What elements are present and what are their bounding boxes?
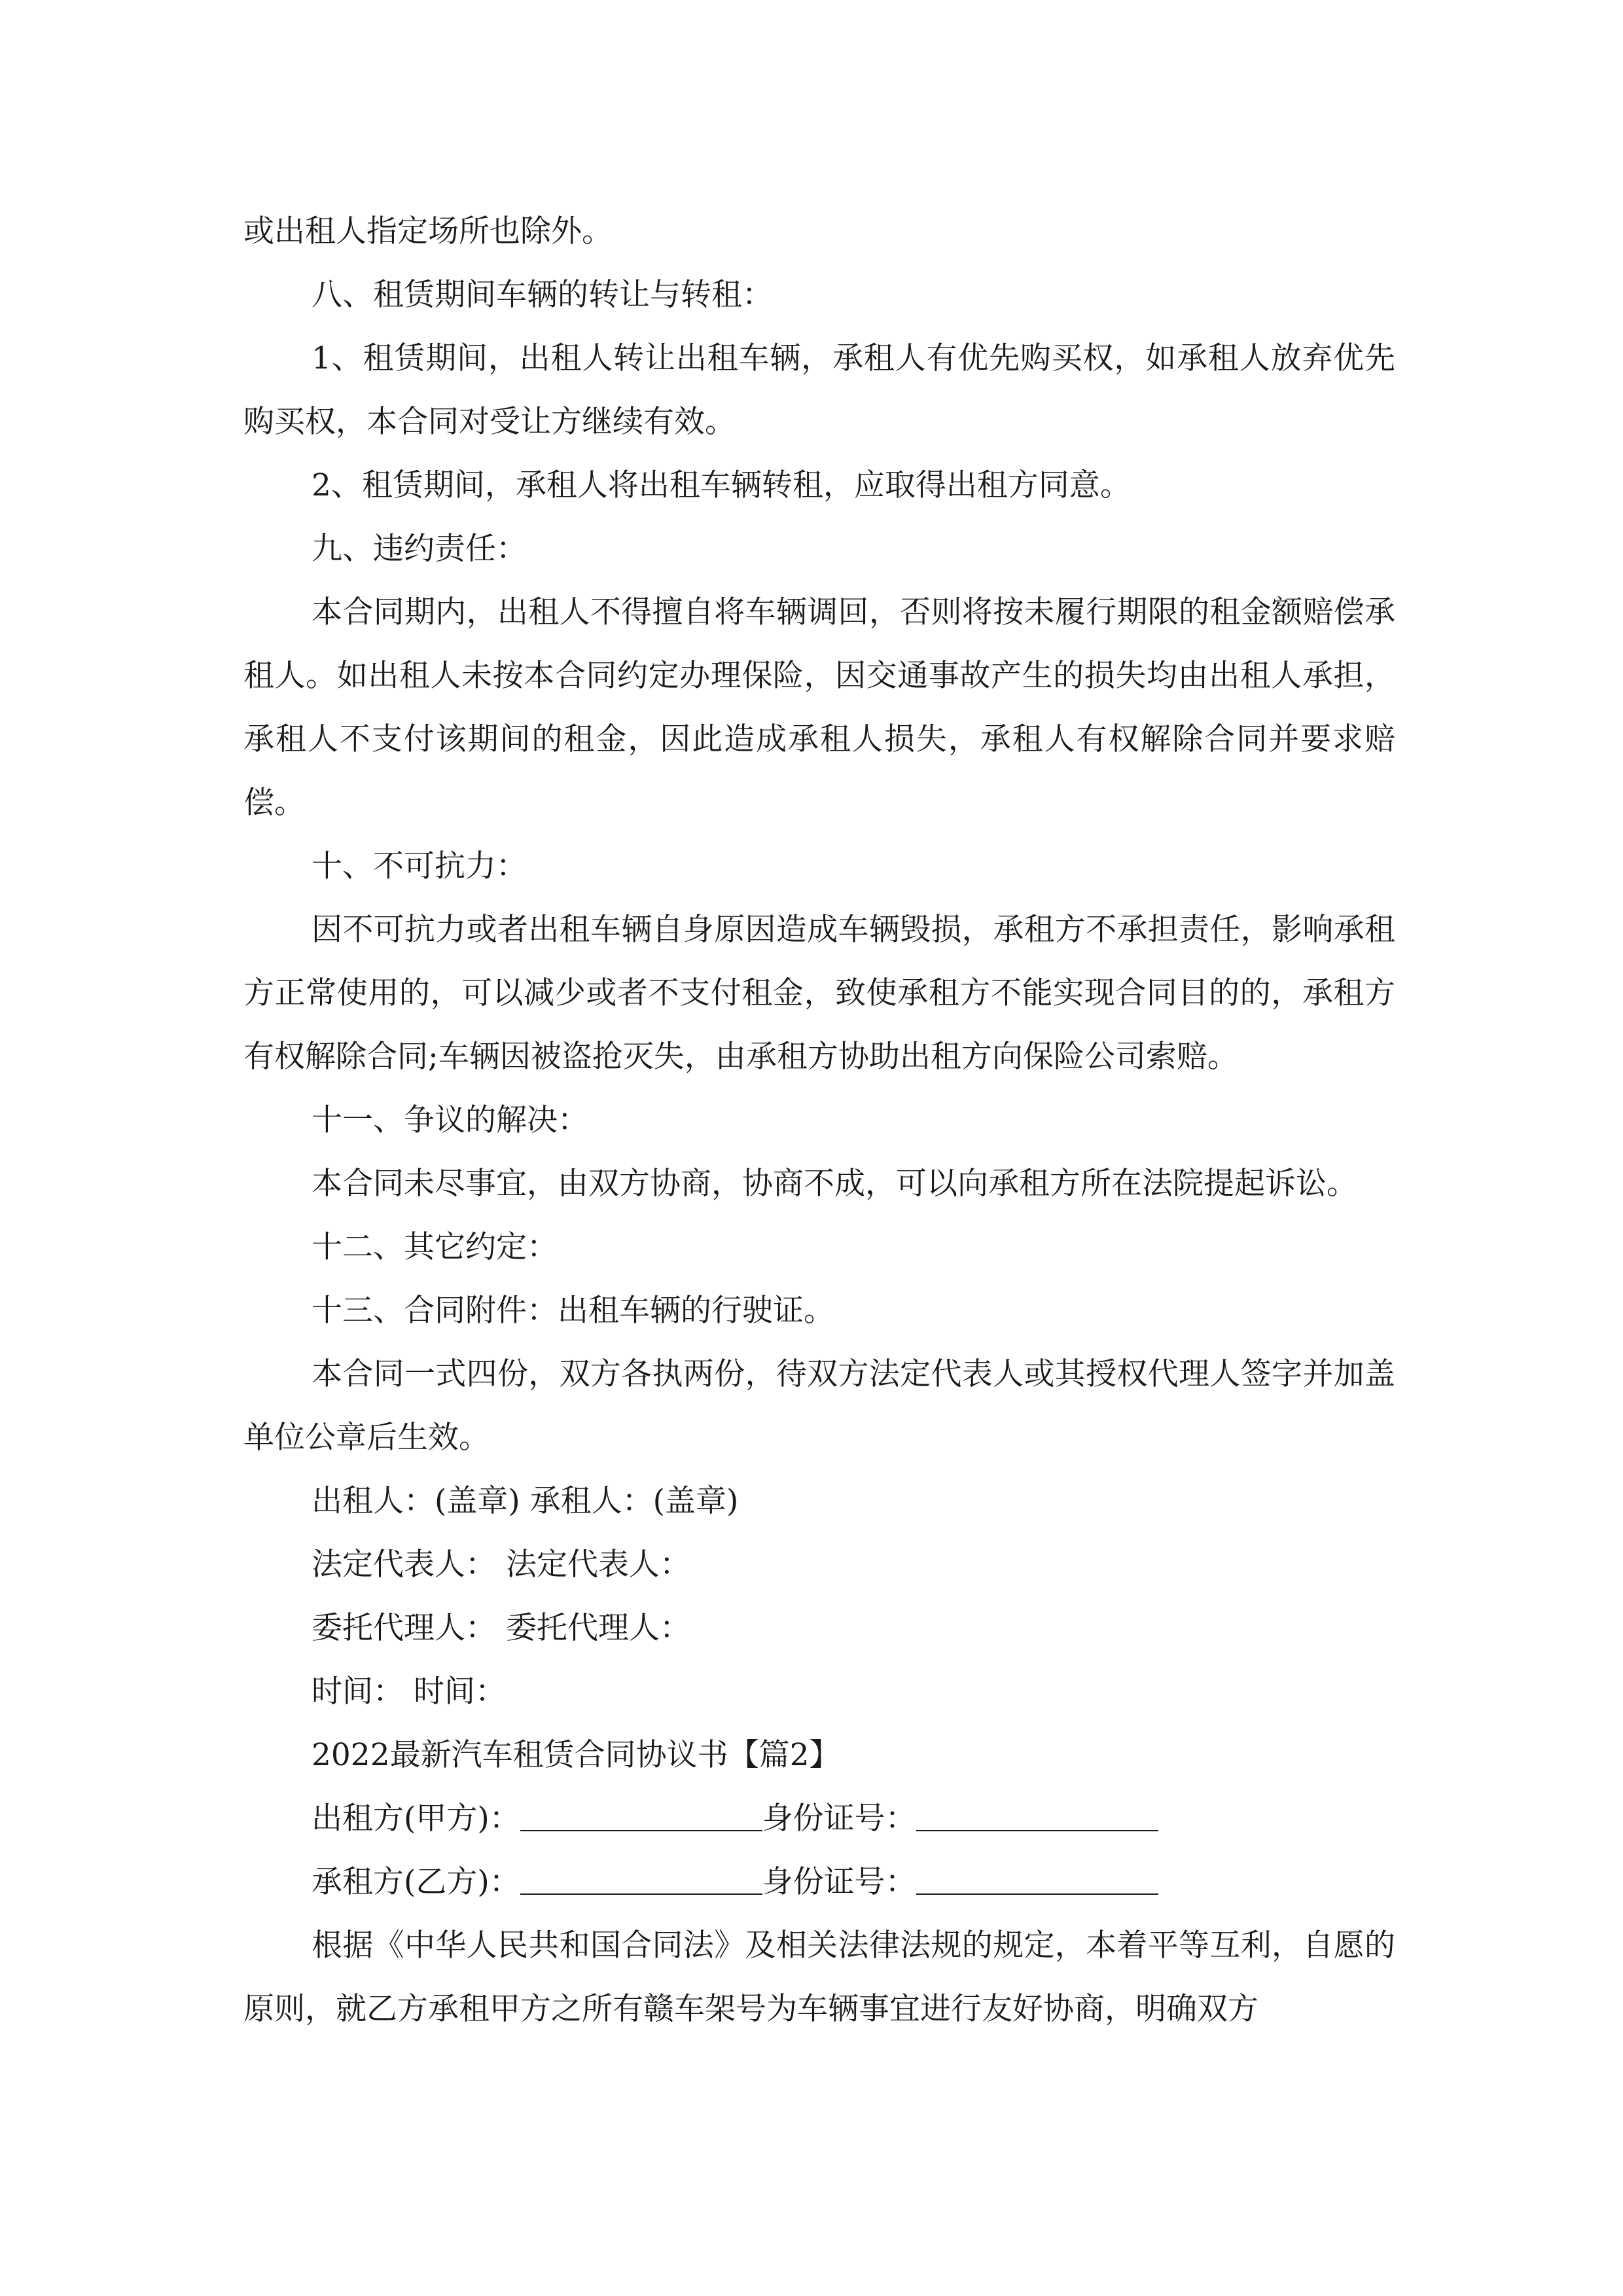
section-heading-10: 十、不可抗力：	[312, 848, 527, 884]
section-heading-11: 十一、争议的解决：	[312, 1102, 588, 1138]
section-heading-8: 八、租赁期间车辆的转让与转租：	[312, 277, 773, 313]
party-b-id-label: 身份证号：	[762, 1864, 916, 1900]
clause-8-1: 1、租赁期间，出租人转让出租车辆，承租人有优先购买权，如承租人放弃优先购买权，本合同对受让方继续有效。	[243, 340, 1395, 440]
signature-agent: 委托代理人： 委托代理人：	[312, 1610, 690, 1646]
clause-10-text: 因不可抗力或者出租车辆自身原因造成车辆毁损，承租方不承担责任，影响承租方正常使用的，可以减少或者不支付租金，致使承租方不能实现合同目的的，承租方有权解除合同;车辆因被盗抢灭失，由承租方协助出租方向保险公司索赔。	[243, 912, 1395, 1075]
party-b-line	[243, 1850, 1395, 1914]
party-b-label: 承租方(乙方)：	[312, 1864, 520, 1900]
clause-9-text: 本合同期内，出租人不得擅自将车辆调回，否则将按未履行期限的租金额赔偿承租人。如出租人未按本合同约定办理保险，因交通事故产生的损失均由出租人承担，承租人不支付该期间的租金，因此造成承租人损失，承租人有权解除合同并要求赔偿。	[243, 594, 1395, 821]
party-a-line	[243, 1787, 1395, 1850]
party-a-name-blank[interactable]	[520, 1803, 762, 1831]
closing-clause: 本合同一式四份，双方各执两份，待双方法定代表人或其授权代理人签字并加盖单位公章后生效。	[243, 1356, 1395, 1456]
signature-legal-rep: 法定代表人： 法定代表人：	[312, 1547, 690, 1583]
signature-date: 时间： 时间：	[312, 1674, 506, 1710]
party-a-id-blank[interactable]	[916, 1803, 1158, 1831]
section-heading-12: 十二、其它约定：	[312, 1229, 558, 1265]
article-title-part-2: 2022最新汽车租赁合同协议书【篇2】	[312, 1737, 840, 1773]
party-a-label: 出租方(甲方)：	[312, 1801, 520, 1837]
clause-8-2: 2、租赁期间，承租人将出租车辆转租，应取得出租方同意。	[312, 467, 1131, 503]
paragraph-continuation: 或出租人指定场所也除外。	[243, 213, 613, 249]
preamble-paragraph: 根据《中华人民共和国合同法》及相关法律法规的规定，本着平等互利，自愿的原则，就乙方承租甲方之所有赣车架号为车辆事宜进行友好协商，明确双方	[243, 1928, 1395, 2027]
party-b-id-blank[interactable]	[916, 1866, 1158, 1895]
section-heading-13: 十三、合同附件：出租车辆的行驶证。	[312, 1293, 834, 1329]
clause-11-text: 本合同未尽事宜，由双方协商，协商不成，可以向承租方所在法院提起诉讼。	[312, 1166, 1357, 1202]
section-heading-9: 九、违约责任：	[312, 531, 527, 567]
party-b-name-blank[interactable]	[520, 1866, 762, 1895]
document-body	[243, 200, 1395, 2041]
signature-lessor-lessee: 出租人：(盖章) 承租人：(盖章)	[312, 1483, 739, 1519]
party-a-id-label: 身份证号：	[762, 1801, 916, 1837]
